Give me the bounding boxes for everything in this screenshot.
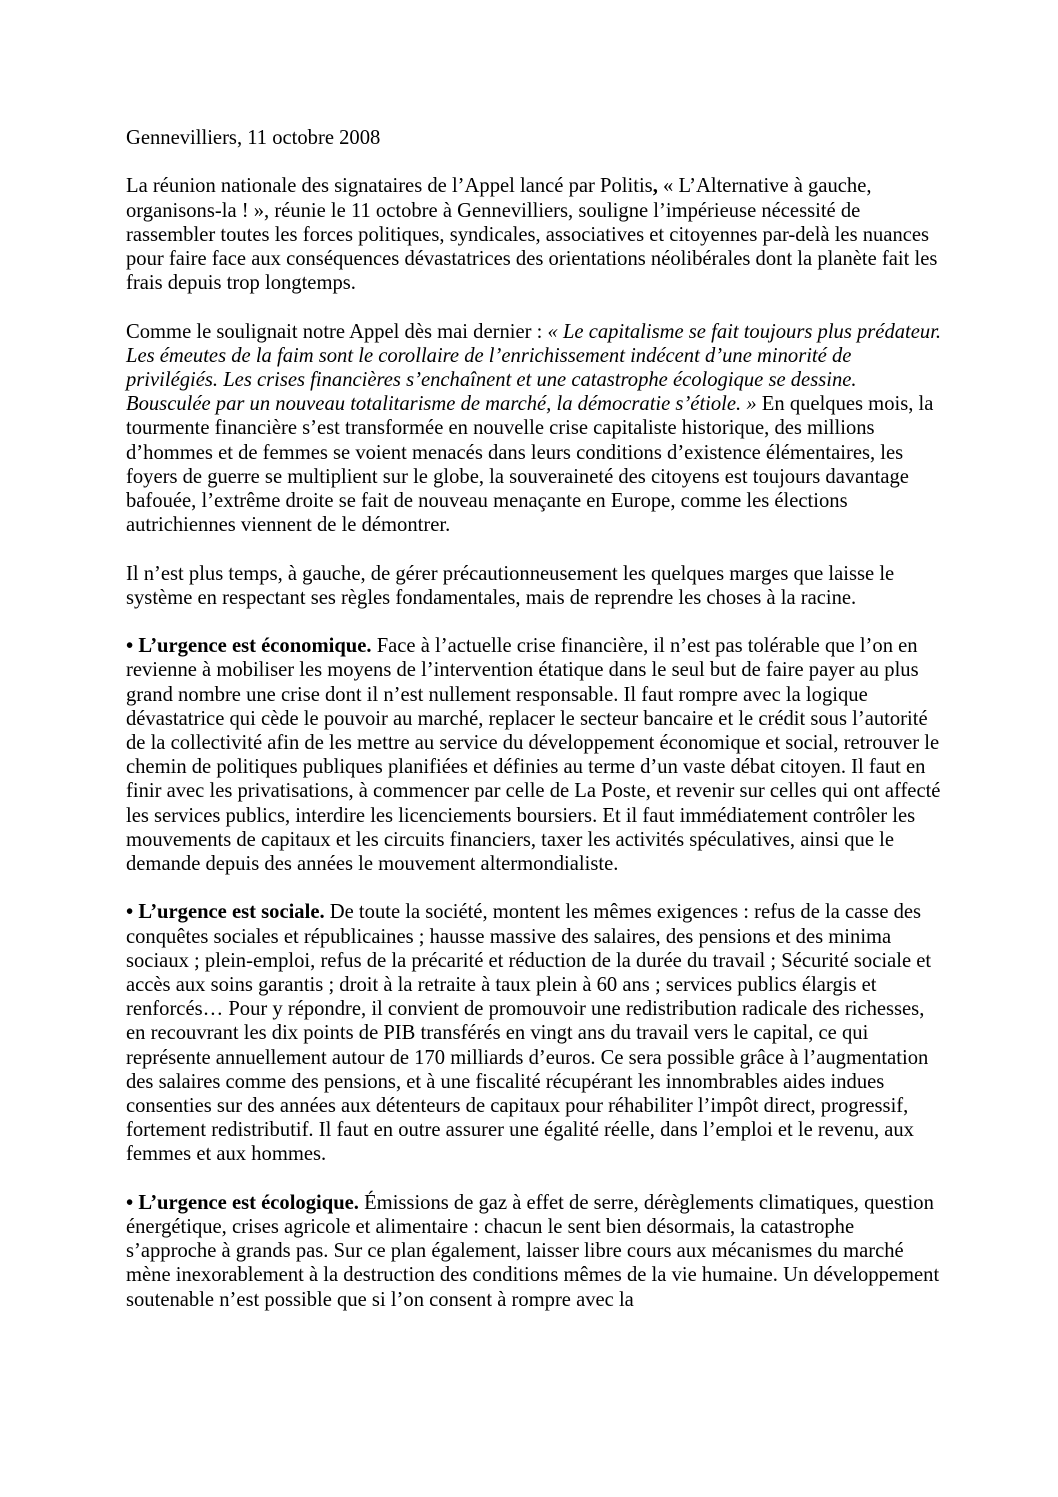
date-line: Gennevilliers, 11 octobre 2008 bbox=[126, 127, 381, 149]
paragraph-gauche: Il n’est plus temps, à gauche, de gérer précautionneusement les quelques marges que laisse le système en respectant ses règles fondamentales, mais de reprendre les choses à la racine. bbox=[126, 562, 895, 609]
paragraph-urgence-sociale bbox=[126, 900, 946, 1166]
paragraph-intro-bold-comma: , bbox=[652, 175, 663, 198]
paragraph-intro bbox=[126, 174, 946, 295]
paragraph-intro-text-a: La réunion nationale des signataires de l’Appel lancé par Politis bbox=[126, 175, 653, 198]
document-body bbox=[126, 126, 946, 1336]
paragraph-appel-quote bbox=[126, 320, 946, 538]
heading-urgence-ecologique: • L’urgence est écologique. bbox=[126, 1191, 359, 1214]
paragraph-appel-intro: Comme le soulignait notre Appel dès mai dernier : bbox=[126, 320, 548, 343]
paragraph-urgence-economique bbox=[126, 634, 946, 876]
body-urgence-economique: Face à l’actuelle crise financière, il n’est pas tolérable que l’on en revienne à mobiliser les moyens de l’intervention étatique dans le seul but de faire payer au plus grand nombre une crise dont il n’est nullement responsable. Il faut rompre avec la logique dévastatrice qui cède le pouvoir au marché, replacer le secteur bancaire et le crédit sous l’autorité de la collectivité afin de les mettre au service du développement économique et social, retrouver le chemin de politiques publiques planifiées et définies au terme d’un vaste débat citoyen. Il faut en finir avec les privatisations, à commencer par celle de La Poste, et revenir sur celles qui ont affecté les services publics, interdire les licenciements boursiers. Et il faut immédiatement contrôler les mouvements de capitaux et les circuits financiers, taxer les activités spéculatives, ainsi que le demande depuis des années le mouvement altermondialiste. bbox=[126, 635, 941, 876]
paragraph-appel-rest: En quelques mois, la tourmente financière s’est transformée en nouvelle crise capitaliste historique, des millions d’hommes et de femmes se voient menacés dans leurs conditions d’existence élémentaires, les foyers de guerre se multiplient sur le globe, la souveraineté des citoyens est toujours davantage bafouée, l’extrême droite se fait de nouveau menaçante en Europe, comme les élections autrichiennes viennent de le démontrer. bbox=[126, 393, 934, 537]
heading-urgence-economique: • L’urgence est économique. bbox=[126, 635, 372, 658]
paragraph-intro-text-c: « L’Alternative à gauche, organisons-la ! », réunie le 11 octobre à Gennevilliers, souligne l’impérieuse nécessité de rassembler toutes les forces politiques, syndicales, associatives et citoyennes par-delà les nuances pour faire face aux conséquences dévastatrices des orientations néolibérales dont la planète fait les frais depuis trop longtemps. bbox=[126, 175, 938, 295]
body-urgence-ecologique: Émissions de gaz à effet de serre, dérèglements climatiques, question énergétique, crises agricole et alimentaire : chacun le sent bien désormais, la catastrophe s’approche à grands pas. Sur ce plan également, laisser libre cours aux mécanismes du marché mène inexorablement à la destruction des conditions mêmes de la vie humaine. Un développement soutenable n’est possible que si l’on consent à rompre avec la bbox=[126, 1191, 940, 1311]
body-urgence-sociale: De toute la société, montent les mêmes exigences : refus de la casse des conquêtes sociales et républicaines ; hausse massive des salaires, des pensions et des minima sociaux ; plein-emploi, refus de la précarité et réduction de la durée du travail ; Sécurité sociale et accès aux soins garantis ; droit à la retraite à taux plein à 60 ans ; services publics élargis et renforcés… Pour y répondre, il convient de promouvoir une redistribution radicale des richesses, en recouvrant les dix points de PIB transférés en vingt ans du travail vers le capital, ce qui représente annuellement autour de 170 milliards d’euros. Ce sera possible grâce à l’augmentation des salaires comme des pensions, et à une fiscalité récupérant les innombrables aides indues consenties sur des années aux détenteurs de capitaux pour réhabiliter l’impôt direct, progressif, fortement redistributif. Il faut en outre assurer une égalité réelle, dans l’emploi et le revenu, aux femmes et aux hommes. bbox=[126, 901, 932, 1166]
heading-urgence-sociale: • L’urgence est sociale. bbox=[126, 901, 325, 924]
paragraph-urgence-ecologique bbox=[126, 1191, 946, 1312]
appel-quote: « Le capitalisme se fait toujours plus prédateur. Les émeutes de la faim sont le corollaire de l’enrichissement indécent d’une minorité de privilégiés. Les crises financières s’enchaînent et une catastrophe écologique se dessine. Bousculée par un nouveau totalitarisme de marché, la démocratie s’étiole. » bbox=[126, 320, 942, 416]
